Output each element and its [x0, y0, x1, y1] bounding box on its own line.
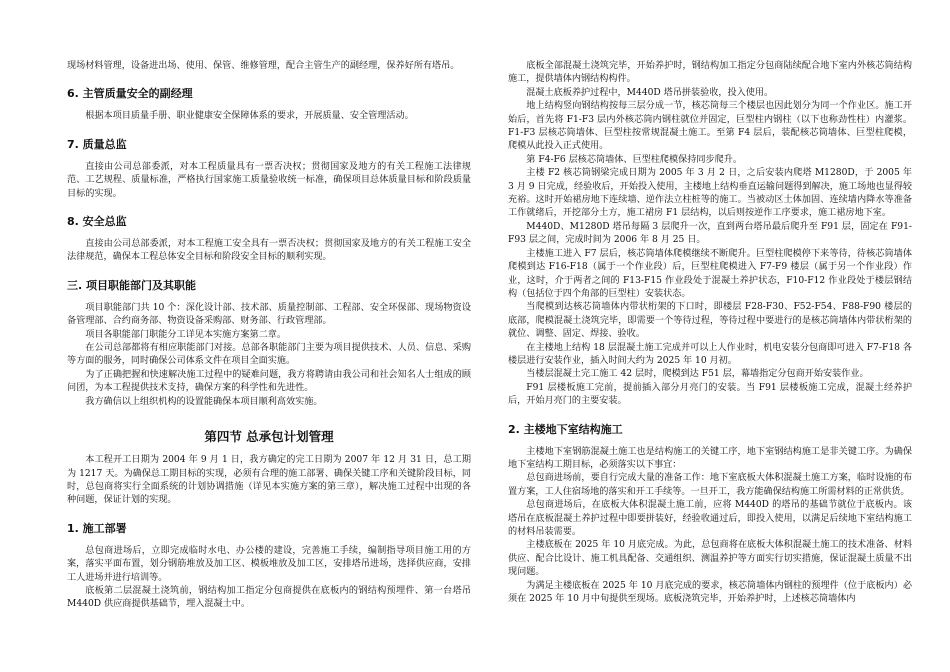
- heading-quality-safety-deputy: 6. 主管质量安全的副经理: [67, 87, 193, 101]
- paragraph-deployment-b: 底板第二层混凝土浇筑前，钢结构加工指定分包商提供在底板内的钢结构预埋件、第一台塔吊 M440D 供应商提供基础节，埋入混凝土中。: [67, 585, 471, 610]
- paragraph-basement-key: 主楼地下室钢筋混凝土施工也是结构施工的关键工序，地下室钢结构施工是非关键工序。为确保地下室结构工期目标，必须落实以下事宜：: [508, 446, 912, 470]
- paragraph-crane-foundation: 总包商进场后，在底板大体积混凝土施工前，应将 M440D 的塔吊的基础节就位于底板内。该塔吊在底板混凝土养护过程中即要拼装好，经验收通过后，即投入使用，以满足后续地下室结构施工的材料吊装需要。: [508, 500, 912, 537]
- paragraph-quality-director: 直接由公司总部委派，对本工程质量具有一票否决权；贯彻国家及地方的有关工程施工法律规范、工艺规程、质量标准，严格执行国家施工质量验收统一标准，确保项目总体质量目标和阶段质量目标的实现。: [67, 161, 471, 199]
- paragraph-steel-members: 底板全部混凝土浇筑完毕，开始养护时，钢结构加工指定分包商陆续配合地下室内外核芯筒结构施工，提供墙体内钢结构构件。: [508, 61, 912, 85]
- paragraph-moon-gate: F91 层楼板施工完前，提前插入部分月亮门的安装。当 F91 层楼板施工完成，混凝土经养护后，开始月亮门的主要安装。: [508, 382, 912, 407]
- heading-safety-director: 8. 安全总监: [67, 215, 127, 229]
- paragraph-truss: 当爬模到达核芯筒墙体内带状桁架的下口时，即楼层 F28-F30、F52-F54、F88-F90 楼层的底部，爬模混凝土浇筑完毕，即需要一个等待过程，等待过程中要进行的是核芯筒墙体内带状桁架的就位、调整、固定、焊接、验收。: [508, 302, 912, 340]
- heading-quality-director: 7. 质量总监: [67, 137, 127, 151]
- paragraph-curtain-wall: 当楼层混凝土完工施工 42 层时，爬模到达 F51 层，幕墙指定分包商开始安装作业。: [526, 369, 869, 380]
- paragraph-confidence: 我方确信以上组织机构的设置能确保本项目顺利高效实施。: [85, 396, 323, 407]
- paragraph-safety-director: 直接由公司总部委派，对本工程施工安全具有一票否决权；贯彻国家及地方的有关工程施工安全法律规范，确保本工程总体安全目标和阶段安全目标的顺利实现。: [67, 239, 471, 263]
- heading-construction-deployment: 1. 施工部署: [67, 521, 127, 535]
- paragraph-crane-acceptance: 混凝土底板养护过程中，M440D 塔吊拼装验收，投入使用。: [526, 87, 774, 98]
- paragraph-departments-list: 项目职能部门共 10 个：深化设计部、技术部、质量控制部、工程部、安全环保部、现场物资设备管理部、合约商务部、物资设备采购部、财务部、行政管理部。: [67, 302, 471, 327]
- paragraph-inner-crane: 主楼 F2 核芯筒钢梁完成日期为 2005 年 3 月 2 日，之后安装内爬塔 M1280D，于 2005 年 3 月 9 日完成，经验收后，开始投入使用，主楼地上结构垂直运输问题得到解决，施工场地也显得较充裕。这时开始裙房地下连续墙、逆作法立柱桩等的施工。当被动区土体加固、连续墙内降水等准备工作就绪后，开挖部分土方，施工裙房 F1 层结构，以后则按逆作工序要求，施工裙房地下室。: [508, 168, 912, 219]
- heading-basement-structure: 2. 主楼地下室结构施工: [508, 422, 623, 436]
- paragraph-vertical-steel: 地上结构竖向钢结构按每三层分成一节，核芯筒每三个楼层也因此划分为同一个作业区。施工开始后，首先将 F1-F3 层内外核芯筒内钢柱就位并固定，巨型柱内钢柱（以下也称劲性柱）内灌浆。F1-F3 层核芯筒墙体、巨型柱按常规混凝土施工。至第 F4 层后，装配核芯筒墙体、巨型柱爬模，爬模从此投入正式使用。: [508, 101, 912, 152]
- section-title-plan-management: 第四节 总承包计划管理: [204, 429, 334, 445]
- paragraph-climbing-sync: 第 F4-F6 层核芯筒墙体、巨型柱爬模保持同步爬升。: [526, 154, 742, 165]
- paragraph-schedule: 本工程开工日期为 2004 年 9 月 1 日，我方确定的完工日期为 2007 年 12 月 31 日，总工期为 1217 天。为确保总工期目标的实现，必须有合理的施工部署、确保关键工序和关键阶段目标，同时，总包商将实行全面系统的计划协调措施（详见本实施方案的第三章），解决施工过程中出现的各种问题，保证计划的实现。: [67, 455, 471, 506]
- left-column: [67, 60, 471, 612]
- intro-paragraph: 现场材料管理，设备进出场、使用、保管、维修管理，配合主管生产的副经理，保养好所有塔吊。: [67, 61, 460, 71]
- paragraph-f7-climbing: 主楼施工进入 F7 层后，核芯筒墙体爬模继续不断爬升。巨型柱爬模停下来等待，待核芯筒墙体爬模到达 F16-F18（属于一个作业段）后，巨型柱爬模进入 F7-F9 楼层（属于另一个作业段）作业，这时，介于两者之间的 F13-F15 作业段处于混凝土养护状态，F10-F12 作业段处于楼层钢结构（包括位于四个角部的巨型柱）安装状态。: [508, 248, 912, 299]
- paragraph-embedded-parts: 为满足主楼底板在 2025 年 10 月底完成的要求，核芯筒墙体内钢柱的预埋件（位于底板内）必须在 2025 年 10 月中旬提供至现场。底板浇筑完毕，开始养护时，上述核芯筒墙体内: [508, 580, 912, 605]
- paragraph-departments-division: 项目各职能部门职能分工详见本实施方案第二章。: [85, 329, 287, 340]
- right-column: [508, 60, 912, 606]
- paragraph-crane-climbing: M440D、M1280D 塔吊每隔 3 层爬升一次，直到两台塔吊最后爬升至 F91 层，固定在 F91-F93 层之间，完成时间为 2006 年 8 月 25 日。: [508, 221, 912, 246]
- heading-departments: 三. 项目职能部门及其职能: [67, 278, 197, 292]
- paragraph-preparation: 总包商进场前，要自行完成大量的准备工作：地下室底板大体积混凝土施工方案，临时设施的布置方案，工人住宿场地的落实和开工手续等。一旦开工，我方能确保结构施工所需材料的正常供货。: [508, 473, 912, 497]
- paragraph-advisory-group: 为了正确把握和快速解决施工过程中的疑难问题，我方将聘请由我公司和社会知名人士组成的顾问团，为本工程提供技术支持，确保方案的科学性和先进性。: [67, 369, 471, 394]
- paragraph-departments-hq: 在公司总部都将有相应职能部门对接。总部各职能部门主要为项目提供技术、人员、信息、采购等方面的服务，同时确保公司体系文件在项目全面实施。: [67, 343, 471, 367]
- paragraph-slab-completion: 主楼底板在 2025 年 10 月底完成。为此，总包商将在底板大体积混凝土施工的技术准备、材料供应、配合比设计、施工机具配备、交通组织、测温养护等方面实行切实措施，保证混凝土质量不出现问题。: [508, 540, 912, 578]
- paragraph-quality-safety-deputy: 根据本项目质量手册、职业健康安全保障体系的要求，开展质量、安全管理活动。: [85, 111, 414, 122]
- paragraph-deployment-a: 总包商进场后，立即完成临时水电、办公楼的建设，完善施工手续，编制指导项目施工用的方案，落实平面布置，划分钢筋堆放及加工区、模板堆放及加工区，安排塔吊进场，选择供应商，安排工人进场并进行培训等。: [67, 545, 471, 583]
- paragraph-mep-install: 在主楼地上结构 18 层混凝土施工完成并可以上人作业时，机电安装分包商即可进入 F7-F18 各楼层进行安装作业，插入时间大约为 2025 年 10 月初。: [508, 342, 912, 366]
